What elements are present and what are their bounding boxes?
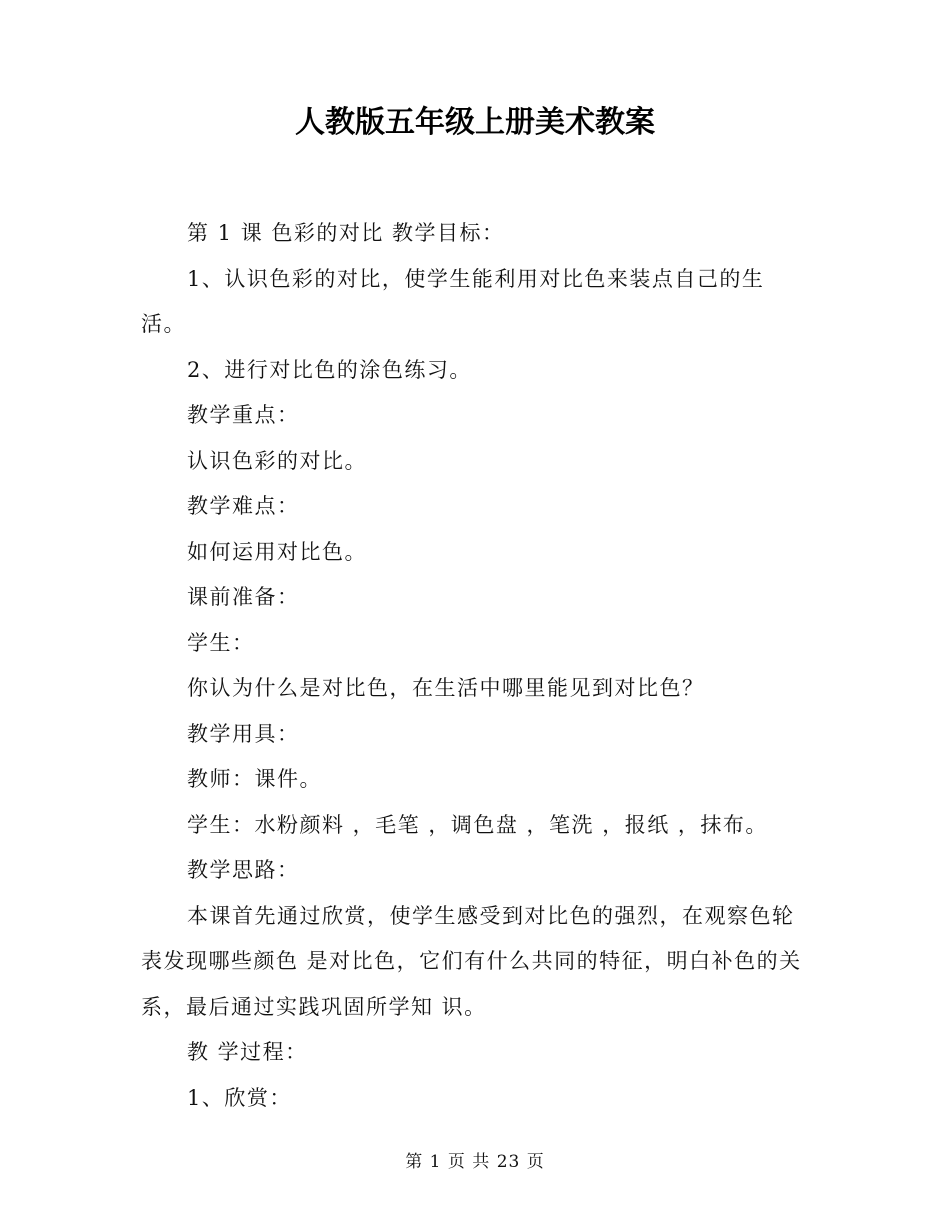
paragraph: 第 1 课 色彩的对比 教学目标： — [187, 221, 505, 245]
paragraph: 认识色彩的对比。 — [187, 448, 367, 473]
paragraph: 教学思路： — [187, 858, 300, 882]
paragraph: 教 学过程： — [187, 1040, 308, 1064]
page-footer: 第 1 页 共 23 页 — [405, 1152, 545, 1172]
paragraph: 学生： — [187, 630, 255, 655]
paragraph: 教师：课件。 — [187, 767, 322, 791]
document-body — [141, 211, 809, 1121]
paragraph: 1、认识色彩的对比，使学生能利用对比色来装点自己的生活。 — [141, 266, 765, 336]
paragraph: 2、进行对比色的涂色练习。 — [187, 357, 472, 382]
paragraph: 1、欣赏： — [187, 1085, 292, 1110]
paragraph: 本课首先通过欣赏，使学生感受到对比色的强烈，在观察色轮表发现哪些颜色 是对比色，它们有什么共同的特征，明白补色的关系，最后通过实践巩固所学知 识。 — [141, 903, 802, 1019]
paragraph: 如何运用对比色。 — [187, 539, 367, 564]
paragraph: 教学难点： — [187, 494, 300, 518]
paragraph: 你认为什么是对比色，在生活中哪里能见到对比色？ — [187, 676, 705, 700]
paragraph: 教学用具： — [187, 721, 300, 746]
paragraph: 学生：水粉颜料 ，毛笔 ，调色盘 ，笔洗 ，报纸 ，抹布。 — [187, 812, 768, 837]
paragraph: 课前准备： — [187, 585, 300, 609]
paragraph: 教学重点： — [187, 403, 300, 427]
document-title: 人教版五年级上册美术教案 — [295, 105, 655, 140]
